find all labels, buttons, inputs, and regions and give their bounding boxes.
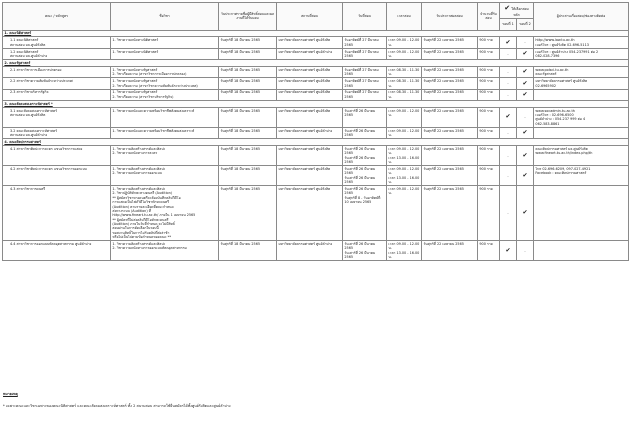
exam-date-line: วันเสาร์ที่ 26 มีนาคม 2565 <box>344 241 376 251</box>
section-row <box>3 139 629 146</box>
header-subject: ชื่อวิชา <box>111 3 219 31</box>
round-1-cell: - <box>500 186 517 241</box>
result-date-cell: วันศุกร์ที่ 22 เมษายน 2565 <box>422 241 478 261</box>
header-round-select-label: ให้เลือกสอบหลัก <box>511 6 529 17</box>
contact-line: www.socadmin.tu.ac.th <box>535 108 575 113</box>
exam-date-line: วันเสาร์ที่ 26 มีนาคม 2565 <box>344 147 376 156</box>
section-row <box>3 100 629 107</box>
round-1-check-icon: ✔ <box>500 107 517 127</box>
program-cell <box>3 89 111 100</box>
round-1-check-icon: ✔ <box>500 241 517 261</box>
exam-date-cell <box>343 146 387 166</box>
header-announce-date: วันประกาศรายชื่อผู้มีสิทธิ์สอบและผลงานที่ได้รับมอบ <box>219 3 277 31</box>
exam-time-line: เวลา 09.00 - 12.00 น. <box>388 108 420 118</box>
subject-line: 1. วิชาความคิดสร้างสรรค์และศิลปะ <box>112 187 166 192</box>
venue-cell: มหาวิทยาลัยธรรมศาสตร์ ศูนย์รังสิต <box>277 67 343 78</box>
subject-line: 2. วิชาความถนัดทางการออกแบบ <box>112 171 162 176</box>
contact-line: เบอร์โทร : 02-696-6500 <box>535 113 574 118</box>
result-date-cell: วันศุกร์ที่ 22 เมษายน 2565 <box>422 146 478 166</box>
capacity-cell: 900 ราย <box>478 48 500 59</box>
contact-line: มหาวิทยาลัยธรรมศาสตร์ ศูนย์รังสิต <box>535 79 588 84</box>
header-capacity: จำนวนที่รับสอบ <box>478 3 500 31</box>
exam-time-line: เวลา 09.00 - 12.00 น. <box>388 187 420 196</box>
header-exam-time: เวลาสอบ <box>387 3 422 31</box>
section-row <box>3 60 629 67</box>
table-row <box>3 67 629 78</box>
exam-time-line: เวลา 08.30 - 11.30 น. <box>388 67 420 77</box>
header-round-select <box>500 3 534 19</box>
program-line: 2.1 สาขาวิชาการเมืองการปกครอง <box>10 67 62 72</box>
capacity-cell: 900 ราย <box>478 78 500 89</box>
round-1-cell: - <box>500 78 517 89</box>
program-line: 4.4 สาขาวิชาการออกแบบหัตถอุตสาหกรรม ศูนย์ลำปาง <box>10 241 92 246</box>
table-row <box>3 78 629 89</box>
header-contact: ผู้ประสานเรื่องสอบ/ช่องทางติดต่อ <box>534 3 629 31</box>
exam-date-line: วันเสาร์ที่ 26 มีนาคม 2565 <box>344 128 376 138</box>
contact-cell <box>534 107 629 127</box>
exam-time-cell <box>387 166 422 186</box>
table-row <box>3 166 629 186</box>
exam-date-line: วันเสาร์ที่ 26 มีนาคม 2565 <box>344 155 376 165</box>
subject-line: 1. วิชาความคิดสร้างสรรค์และศิลปะ <box>112 241 166 246</box>
round-1-cell: - <box>500 67 517 78</box>
venue-cell: มหาวิทยาลัยธรรมศาสตร์ ศูนย์รังสิต <box>277 89 343 100</box>
venue-cell: มหาวิทยาลัยธรรมศาสตร์ ศูนย์รังสิต <box>277 107 343 127</box>
exam-time-cell <box>387 146 422 166</box>
program-line: 4.2 สาขาวิชาศิลปะการละคร แขนงวิชาการออกแบบ <box>10 167 87 172</box>
exam-time-line: เวลา 13.00 - 16.00 น. <box>388 155 420 165</box>
subject-line: 2. วิชาความถนัดทางการละคร <box>112 151 158 156</box>
round-1-cell: - <box>500 146 517 166</box>
exam-time-cell <box>387 78 422 89</box>
check-icon: ✔ <box>504 3 511 12</box>
venue-cell: มหาวิทยาลัยธรรมศาสตร์ ศูนย์รังสิต <box>277 166 343 186</box>
announce-date-cell: วันศุกร์ที่ 18 มีนาคม 2565 <box>219 37 277 48</box>
subject-line: ส่งทางระบบ (Audition) ที่ <box>112 208 151 213</box>
contact-cell <box>534 146 629 166</box>
announce-date-cell: วันศุกร์ที่ 18 มีนาคม 2565 <box>219 186 277 241</box>
subject-line: ** ผู้สมัครวิชาทางดนตรีจะต้องบันทึกคลิปวีดีโอ <box>112 195 181 200</box>
announce-date-cell: วันศุกร์ที่ 18 มีนาคม 2565 <box>219 67 277 78</box>
subject-line: 1. วิชาความถนัดทางรัฐศาสตร์ <box>112 90 158 95</box>
exam-time-line: เวลา 08.30 - 11.30 น. <box>388 90 420 99</box>
subject-line: 1. วิชาความถนัดทางนิติศาสตร์ <box>112 49 159 54</box>
contact-cell <box>534 89 629 100</box>
capacity-cell: 900 ราย <box>478 166 500 186</box>
subject-line: (Audition) ตามรายละเอียดที่คณะกำหนด <box>112 204 174 209</box>
exam-date-cell <box>343 241 387 261</box>
venue-cell: มหาวิทยาลัยธรรมศาสตร์ ศูนย์ลำปาง <box>277 48 343 59</box>
exam-time-line: เวลา 09.00 - 12.00 น. <box>388 38 420 47</box>
header-result-date: วันประกาศผลสอบ <box>422 3 478 31</box>
subject-line: หรือไม่เป็นไปตามข้อกำหนดของคณะ ** <box>112 235 172 240</box>
exam-date-line: วันเสาร์ที่ 26 มีนาคม 2565 <box>344 250 376 260</box>
exam-date-line: วันเสาร์ที่ 26 มีนาคม 2565 <box>344 108 376 118</box>
subject-line: 1. วิชาความถนัดทางรัฐศาสตร์ <box>112 67 158 72</box>
exam-date-cell <box>343 78 387 89</box>
result-date-cell: วันศุกร์ที่ 22 เมษายน 2565 <box>422 186 478 241</box>
subject-line: 1. วิชาความคิดสร้างสรรค์และศิลปะ <box>112 167 166 172</box>
contact-line: Facebook : คณะศิลปกรรมศาสตร์ <box>535 171 587 176</box>
program-cell <box>3 37 111 48</box>
subject-line: 2. วิชาปฏิบัติทักษะทางดนตรี (Audition) <box>112 191 173 196</box>
subject-cell <box>111 186 219 241</box>
exam-date-line: วันเสาร์ที่ 26 มีนาคม 2565 <box>344 187 376 196</box>
exam-date-line: วันอาทิตย์ที่ 27 มีนาคม 2565 <box>344 49 379 58</box>
result-date-cell: วันศุกร์ที่ 22 เมษายน 2565 <box>422 37 478 48</box>
program-cell <box>3 166 111 186</box>
result-date-cell: วันศุกร์ที่ 22 เมษายน 2565 <box>422 107 478 127</box>
result-date-cell: วันศุกร์ที่ 22 เมษายน 2565 <box>422 78 478 89</box>
table-row <box>3 241 629 261</box>
section-row <box>3 30 629 37</box>
subject-cell <box>111 146 219 166</box>
round-1-cell: - <box>500 127 517 138</box>
program-line: 3.1 คณะสังคมสงเคราะห์ศาสตร์ <box>10 108 58 113</box>
section-title: 4. คณะศิลปกรรมศาสตร์ <box>3 139 629 146</box>
contact-cell <box>534 37 629 48</box>
announce-date-cell: วันศุกร์ที่ 18 มีนาคม 2565 <box>219 48 277 59</box>
exam-time-line: เวลา 08.30 - 11.30 น. <box>388 79 420 88</box>
subject-line: http://www.fineart.tu.ac.th/ ภายใน 1 เมษายน 2565 <box>112 213 196 218</box>
announce-date-cell: วันศุกร์ที่ 18 มีนาคม 2565 <box>219 78 277 89</box>
announce-date-cell: วันศุกร์ที่ 18 มีนาคม 2565 <box>219 146 277 166</box>
capacity-cell: 900 ราย <box>478 241 500 261</box>
exam-time-cell <box>387 241 422 261</box>
subject-cell <box>111 37 219 48</box>
exam-date-cell <box>343 37 387 48</box>
round-2-check-icon: ✔ <box>517 89 534 100</box>
program-cell <box>3 186 111 241</box>
contact-line: 082-028-7396 <box>535 53 560 58</box>
table-header-row <box>3 3 629 19</box>
subject-cell <box>111 67 219 78</box>
table-row <box>3 37 629 48</box>
announce-date-cell: วันศุกร์ที่ 18 มีนาคม 2565 <box>219 107 277 127</box>
contact-line: คณะศิลปกรรมศาสตร์ มธ.ศูนย์รังสิต <box>535 147 588 152</box>
exam-date-cell <box>343 107 387 127</box>
program-cell <box>3 67 111 78</box>
subject-line: 1. วิชาความถนัดและความพร้อมวิชาชีพสังคมสงเคราะห์ <box>112 128 195 133</box>
round-1-check-icon: ✔ <box>500 37 517 48</box>
header-exam-date: วันที่สอบ <box>343 3 387 31</box>
subject-cell <box>111 166 219 186</box>
result-date-cell: วันศุกร์ที่ 22 เมษายน 2565 <box>422 89 478 100</box>
program-cell <box>3 78 111 89</box>
footnote-title: หมายเหตุ <box>3 392 18 396</box>
capacity-cell: 900 ราย <box>478 107 500 127</box>
round-2-check-icon: ✔ <box>517 78 534 89</box>
program-line: 2.3 สาขาวิชาบริหารรัฐกิจ <box>10 90 49 95</box>
exam-time-line: เวลา 13.00 - 16.00 น. <box>388 175 420 185</box>
program-line: สถานสอบ มธ.ศูนย์รังสิต <box>10 42 46 47</box>
header-round-1: รอบที่ 1 <box>500 18 517 30</box>
subject-line: 2. วิชาเรียงความ (สาขาวิชาการเมืองการปกครอง) <box>112 72 187 77</box>
exam-date-line: วันศุกร์ที่ 8 - วันอาทิตย์ที่ 10 เมษายน 2565 <box>344 195 381 205</box>
contact-cell <box>534 186 629 241</box>
program-line: สถานสอบ มธ.ศูนย์ลำปาง <box>10 133 48 138</box>
subject-cell <box>111 241 219 261</box>
round-2-check-icon: ✔ <box>517 186 534 241</box>
program-line: 3.2 คณะสังคมสงเคราะห์ศาสตร์ <box>10 128 58 133</box>
program-cell <box>3 107 111 127</box>
subject-line: สอบผ่านในการคัดเลือกในรอบนี้ <box>112 226 159 231</box>
result-date-cell: วันศุกร์ที่ 22 เมษายน 2565 <box>422 48 478 59</box>
subject-line: (Audition) ภายในวันที่กำหนด จะไม่มีสิทธิ์ <box>112 221 175 226</box>
round-2-check-icon: ✔ <box>517 166 534 186</box>
contact-line: 02-6965902 <box>535 83 557 88</box>
exam-time-cell <box>387 89 422 100</box>
round-1-cell: - <box>500 48 517 59</box>
program-line: 4.3 สาขาวิชาการดนตรี <box>10 187 46 192</box>
footnote-text: * เฉพาะคณะและวิชาเฉพาะของคณะนิติศาสตร์ และคณะสังคมสงเคราะห์ศาสตร์ ทั้ง 2 สนามสอบ สามารถใช้ยื่นสมัครได้ทั้งศูนย์รังสิตและศูนย์ลำปาง <box>3 404 231 408</box>
result-date-cell: วันศุกร์ที่ 22 เมษายน 2565 <box>422 127 478 138</box>
round-2-check-icon: ✔ <box>517 146 534 166</box>
announce-date-cell: วันศุกร์ที่ 18 มีนาคม 2565 <box>219 127 277 138</box>
table-row <box>3 107 629 127</box>
program-cell <box>3 146 111 166</box>
contact-line: เบอร์โทร : ศูนย์ลำปาง 054-237991 ต่อ 2 <box>535 49 599 54</box>
round-1-cell: - <box>500 166 517 186</box>
exam-date-line: วันอาทิตย์ที่ 27 มีนาคม 2565 <box>344 90 379 99</box>
exam-date-line: วันอาทิตย์ที่ 27 มีนาคม 2565 <box>344 38 379 47</box>
program-line: 2.2 สาขาวิชาความสัมพันธ์ระหว่างประเทศ <box>10 79 73 84</box>
subject-line: ** ผู้สมัครที่ไม่ส่งคลิปวีดีโอทักษะดนตรี <box>112 217 169 222</box>
exam-time-line: เวลา 09.00 - 12.00 น. <box>388 49 420 58</box>
contact-line: www.fineart.tu.ac.th/index.php/th <box>535 151 593 156</box>
contact-cell <box>534 166 629 186</box>
contact-line: http://www.law.tu.ac.th <box>535 38 575 43</box>
program-line: 1.2 คณะนิติศาสตร์ <box>10 49 39 54</box>
table-row <box>3 186 629 241</box>
venue-cell: มหาวิทยาลัยธรรมศาสตร์ ศูนย์รังสิต <box>277 186 343 241</box>
section-title: 1. คณะนิติศาสตร์ <box>3 30 629 37</box>
program-line: 1.1 คณะนิติศาสตร์ <box>10 38 39 43</box>
exam-time-line: เวลา 09.00 - 12.00 น. <box>388 241 420 251</box>
section-title: 2. คณะรัฐศาสตร์ <box>3 60 629 67</box>
exam-date-cell <box>343 89 387 100</box>
exam-time-cell <box>387 67 422 78</box>
contact-line: คณะรัฐศาสตร์ <box>535 72 557 77</box>
contact-line: โทร 02-696-6209, 097-027-4921 <box>535 167 591 172</box>
contact-cell <box>534 67 629 78</box>
capacity-cell: 900 ราย <box>478 67 500 78</box>
exam-schedule-table <box>2 2 629 261</box>
exam-time-cell <box>387 107 422 127</box>
capacity-cell: 900 ราย <box>478 186 500 241</box>
exam-date-line: วันเสาร์ที่ 26 มีนาคม 2565 <box>344 167 376 176</box>
contact-cell <box>534 241 629 261</box>
table-row <box>3 146 629 166</box>
announce-date-cell: วันศุกร์ที่ 18 มีนาคม 2565 <box>219 166 277 186</box>
exam-time-cell <box>387 127 422 138</box>
subject-cell <box>111 48 219 59</box>
exam-date-cell <box>343 166 387 186</box>
capacity-cell: 900 ราย <box>478 89 500 100</box>
contact-line: www.polsci.tu.ac.th <box>535 67 569 72</box>
program-line: สถานสอบ มธ.ศูนย์รังสิต <box>10 113 46 118</box>
exam-time-line: เวลา 09.00 - 12.00 น. <box>388 167 420 176</box>
program-cell <box>3 48 111 59</box>
table-row <box>3 48 629 59</box>
header-round-2: รอบที่ 2 <box>517 18 534 30</box>
exam-time-line: เวลา 13.00 - 16.00 น. <box>388 250 420 260</box>
exam-time-cell <box>387 186 422 241</box>
table-row <box>3 89 629 100</box>
round-1-cell: - <box>500 89 517 100</box>
announce-date-cell: วันศุกร์ที่ 18 มีนาคม 2565 <box>219 89 277 100</box>
venue-cell: มหาวิทยาลัยธรรมศาสตร์ ศูนย์ลำปาง <box>277 127 343 138</box>
result-date-cell: วันศุกร์ที่ 22 เมษายน 2565 <box>422 166 478 186</box>
contact-cell <box>534 78 629 89</box>
section-title: 3. คณะสังคมสงเคราะห์ศาสตร์ * <box>3 100 629 107</box>
capacity-cell: 900 ราย <box>478 127 500 138</box>
round-2-cell: - <box>517 241 534 261</box>
capacity-cell: 900 ราย <box>478 37 500 48</box>
contact-line: 062-583-8861 <box>535 121 560 126</box>
contact-cell <box>534 127 629 138</box>
subject-line: 2. วิชาความถนัดทางการออกแบบหัตถอุตสาหกรรม <box>112 246 187 251</box>
exam-date-line: วันอาทิตย์ที่ 27 มีนาคม 2565 <box>344 79 379 88</box>
program-cell <box>3 241 111 261</box>
subject-line: 1. วิชาความถนัดทางนิติศาสตร์ <box>112 38 159 43</box>
exam-date-cell <box>343 67 387 78</box>
subject-cell <box>111 89 219 100</box>
exam-date-cell <box>343 186 387 241</box>
subject-cell <box>111 127 219 138</box>
exam-date-line: วันอาทิตย์ที่ 27 มีนาคม 2565 <box>344 67 379 77</box>
header-venue: สถานที่สอบ <box>277 3 343 31</box>
round-2-check-icon: ✔ <box>517 48 534 59</box>
venue-cell: มหาวิทยาลัยธรรมศาสตร์ ศูนย์รังสิต <box>277 37 343 48</box>
subject-line: 1. วิชาความถนัดทางรัฐศาสตร์ <box>112 79 158 84</box>
subject-line: 1. วิชาความถนัดและความพร้อมวิชาชีพสังคมสงเคราะห์ <box>112 108 195 113</box>
round-2-check-icon: ✔ <box>517 67 534 78</box>
subject-line: 2. วิชาเรียงความ (สาขาวิชาบริหารรัฐกิจ) <box>112 94 174 99</box>
venue-cell: มหาวิทยาลัยธรรมศาสตร์ ศูนย์ลำปาง <box>277 241 343 261</box>
exam-time-line: เวลา 09.00 - 12.00 น. <box>388 128 420 138</box>
program-line: สถานสอบ มธ.ศูนย์ลำปาง <box>10 53 48 58</box>
subject-line: 1. วิชาความคิดสร้างสรรค์และศิลปะ <box>112 147 166 152</box>
capacity-cell: 900 ราย <box>478 146 500 166</box>
exam-date-cell <box>343 127 387 138</box>
round-2-cell: - <box>517 107 534 127</box>
exam-time-cell <box>387 48 422 59</box>
exam-date-line: วันเสาร์ที่ 26 มีนาคม 2565 <box>344 175 376 185</box>
round-2-cell: - <box>517 37 534 48</box>
result-date-cell: วันศุกร์ที่ 22 เมษายน 2565 <box>422 67 478 78</box>
contact-line: เบอร์โทร : ศูนย์รังสิต 02-696-5113 <box>535 42 589 47</box>
subject-cell <box>111 78 219 89</box>
venue-cell: มหาวิทยาลัยธรรมศาสตร์ ศูนย์รังสิต <box>277 78 343 89</box>
contact-line: ศูนย์ลำปาง : 054-237 999 ต่อ 4 <box>535 117 586 122</box>
table-body <box>3 30 629 261</box>
subject-line: ขอสงวนสิทธิ์ในการไม่รับคลิปที่ส่งล่าช้า <box>112 230 170 235</box>
table-row <box>3 127 629 138</box>
program-line: 4.1 สาขาวิชาศิลปะการละคร แขนงวิชาการแสดง <box>10 147 83 152</box>
round-2-check-icon: ✔ <box>517 127 534 138</box>
subject-line: การแสดงเป็นไฟล์วิดีโอวิชาทักษะดนตรี <box>112 200 170 205</box>
header-program: คณะ / หลักสูตร <box>3 3 111 31</box>
exam-date-cell <box>343 48 387 59</box>
contact-cell <box>534 48 629 59</box>
exam-time-cell <box>387 37 422 48</box>
venue-cell: มหาวิทยาลัยธรรมศาสตร์ ศูนย์รังสิต <box>277 146 343 166</box>
subject-cell <box>111 107 219 127</box>
program-cell <box>3 127 111 138</box>
exam-time-line: เวลา 09.00 - 12.00 น. <box>388 147 420 156</box>
announce-date-cell: วันศุกร์ที่ 18 มีนาคม 2565 <box>219 241 277 261</box>
subject-line: 2. วิชาเรียงความ (สาขาวิชาความสัมพันธ์ระหว่างประเทศ) <box>112 83 198 88</box>
